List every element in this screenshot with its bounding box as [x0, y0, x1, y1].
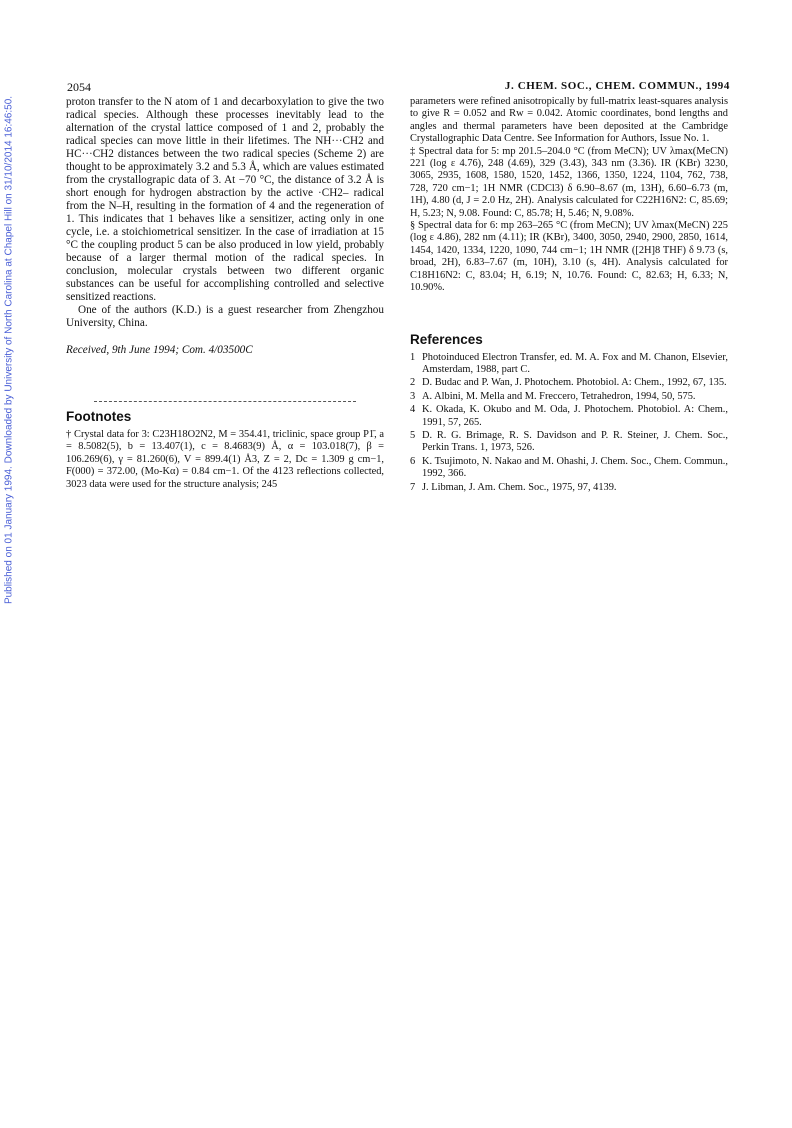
footnotes-heading: Footnotes — [66, 409, 132, 424]
received-line: Received, 9th June 1994; Com. 4/03500C — [66, 344, 253, 356]
reference-item: 6 K. Tsujimoto, N. Nakao and M. Ohashi, J. Chem. Soc., Chem. Commun., 1992, 366. — [410, 455, 728, 480]
reference-item: 3 A. Albini, M. Mella and M. Freccero, Tetrahedron, 1994, 50, 575. — [410, 390, 696, 402]
right-column — [410, 96, 728, 495]
reference-list — [410, 352, 728, 494]
reference-item: 2 D. Budac and P. Wan, J. Photochem. Photobiol. A: Chem., 1992, 67, 135. — [410, 377, 727, 389]
body-paragraph: proton transfer to the N atom of 1 and decarboxylation to give the two radical species. Although these processes inevitably lead to the alternation of the crystal lattice composed of 1 and 2, probably the radical species can move little in their lifetimes. The NH···CH2 and HC···CH2 distances between the two radical species (Scheme 2) are thought to be approximately 3.2 and 5.3 Å, which are values estimated from the crystallograpic data of 3. At −70 °C, the distance of 3.2 Å is short enough for hydrogen abstraction by the active ·CH2– radical from the N–H, resulting in the formation of 4 and the regeneration of 1. This indicates that 1 behaves like a sensitizer, acting only in one cycle, i.e. a stoichiometrical sensitizer. In the case of irradiation at 15 °C the coupling product 5 can be also produced in low yield, probably because of a larger thermal motion of the radical species. In conclusion, molecular crystals between two different organic substances can be useful for accomplishing controlled and selective sensitized reactions. — [66, 96, 384, 303]
reference-item: 7 J. Libman, J. Am. Chem. Soc., 1975, 97, 4139. — [410, 481, 617, 493]
running-header: J. CHEM. SOC., CHEM. COMMUN., 1994 — [504, 80, 730, 92]
references-heading: References — [410, 331, 483, 347]
footnote-spectral-data-5: ‡ Spectral data for 5: mp 201.5–204.0 °C (from MeCN); UV λmax(MeCN) 221 (log ε 4.76), 248 (4.69), 329 (3.43), 343 nm (3.36). IR (KBr) 3230, 3065, 2935, 1608, 1580, 1520, 1452, 1366, 1350, 1224, 1104, 762, 738, 728, 720 cm−1; 1H NMR (CDCl3) δ 6.90–8.67 (m, 13H), 6.60–6.73 (m, 1H), 4.80 (d, J = 2.0 Hz, 2H). Analysis calculated for C22H16N2: C, 85.69; H, 5.23; N, 9.08. Found: C, 85.78; H, 5.46; N, 9.08%. — [410, 145, 728, 219]
left-column — [66, 96, 384, 491]
reference-item: 1 Photoinduced Electron Transfer, ed. M. A. Fox and M. Chanon, Elsevier, Amsterdam, 1988, part C. — [410, 351, 728, 375]
footnote-crystal-data-continued: parameters were refined anisotropically by full-matrix least-squares analysis to give R = 0.052 and Rw = 0.042. Atomic coordinates, bond lengths and angles and thermal parameters have been deposited at the Cambridge Crystallographic Data Centre. See Information for Authors, Issue No. 1. — [410, 96, 728, 145]
page-number: 2054 — [67, 80, 91, 94]
acknowledgement-paragraph: One of the authors (K.D.) is a guest researcher from Zhengzhou University, China. — [66, 304, 384, 329]
footnote-spectral-data-6: § Spectral data for 6: mp 263–265 °C (from MeCN); UV λmax(MeCN) 225 (log ε 4.86), 282 nm (4.11); IR (KBr), 3400, 3050, 2940, 2900, 2850, 1614, 1454, 1420, 1334, 1220, 1090, 744 cm−1; 1H NMR ([2H]8 THF) δ 9.73 (s, broad, 2H), 6.83–7.67 (m, 10H), 3.10 (s, 4H). Analysis calculated for C18H16N2: C, 83.04; H, 6.19; N, 10.76. Found: C, 82.63; H, 6.33; N, 10.90%. — [410, 220, 728, 294]
footnote-divider — [94, 401, 356, 402]
footnote-crystal-data: † Crystal data for 3: C23H18O2N2, M = 354.41, triclinic, space group P1̄, a = 8.5082(5), b = 13.407(1), c = 8.4683(9) Å, α = 103.018(7), β = 106.269(6), γ = 81.260(6), V = 899.4(1) Å3, Z = 2, Dc = 1.309 g cm−1, F(000) = 372.00, (Mo-Kα) = 0.84 cm−1. Of the 4123 reflections collected, 3023 data were used for the structure analysis; 245 — [66, 429, 384, 490]
reference-item: 4 K. Okada, K. Okubo and M. Oda, J. Photochem. Photobiol. A: Chem., 1991, 57, 265. — [410, 404, 728, 428]
provenance-text: Published on 01 January 1994. Downloaded by University of North Carolina at Chapel Hill on 31/10/2014 16:46:50. — [3, 95, 15, 605]
provenance-sidebar — [0, 0, 18, 700]
reference-item: 5 D. R. G. Brimage, R. S. Davidson and P. R. Steiner, J. Chem. Soc., Perkin Trans. 1, 1973, 526. — [410, 429, 728, 454]
